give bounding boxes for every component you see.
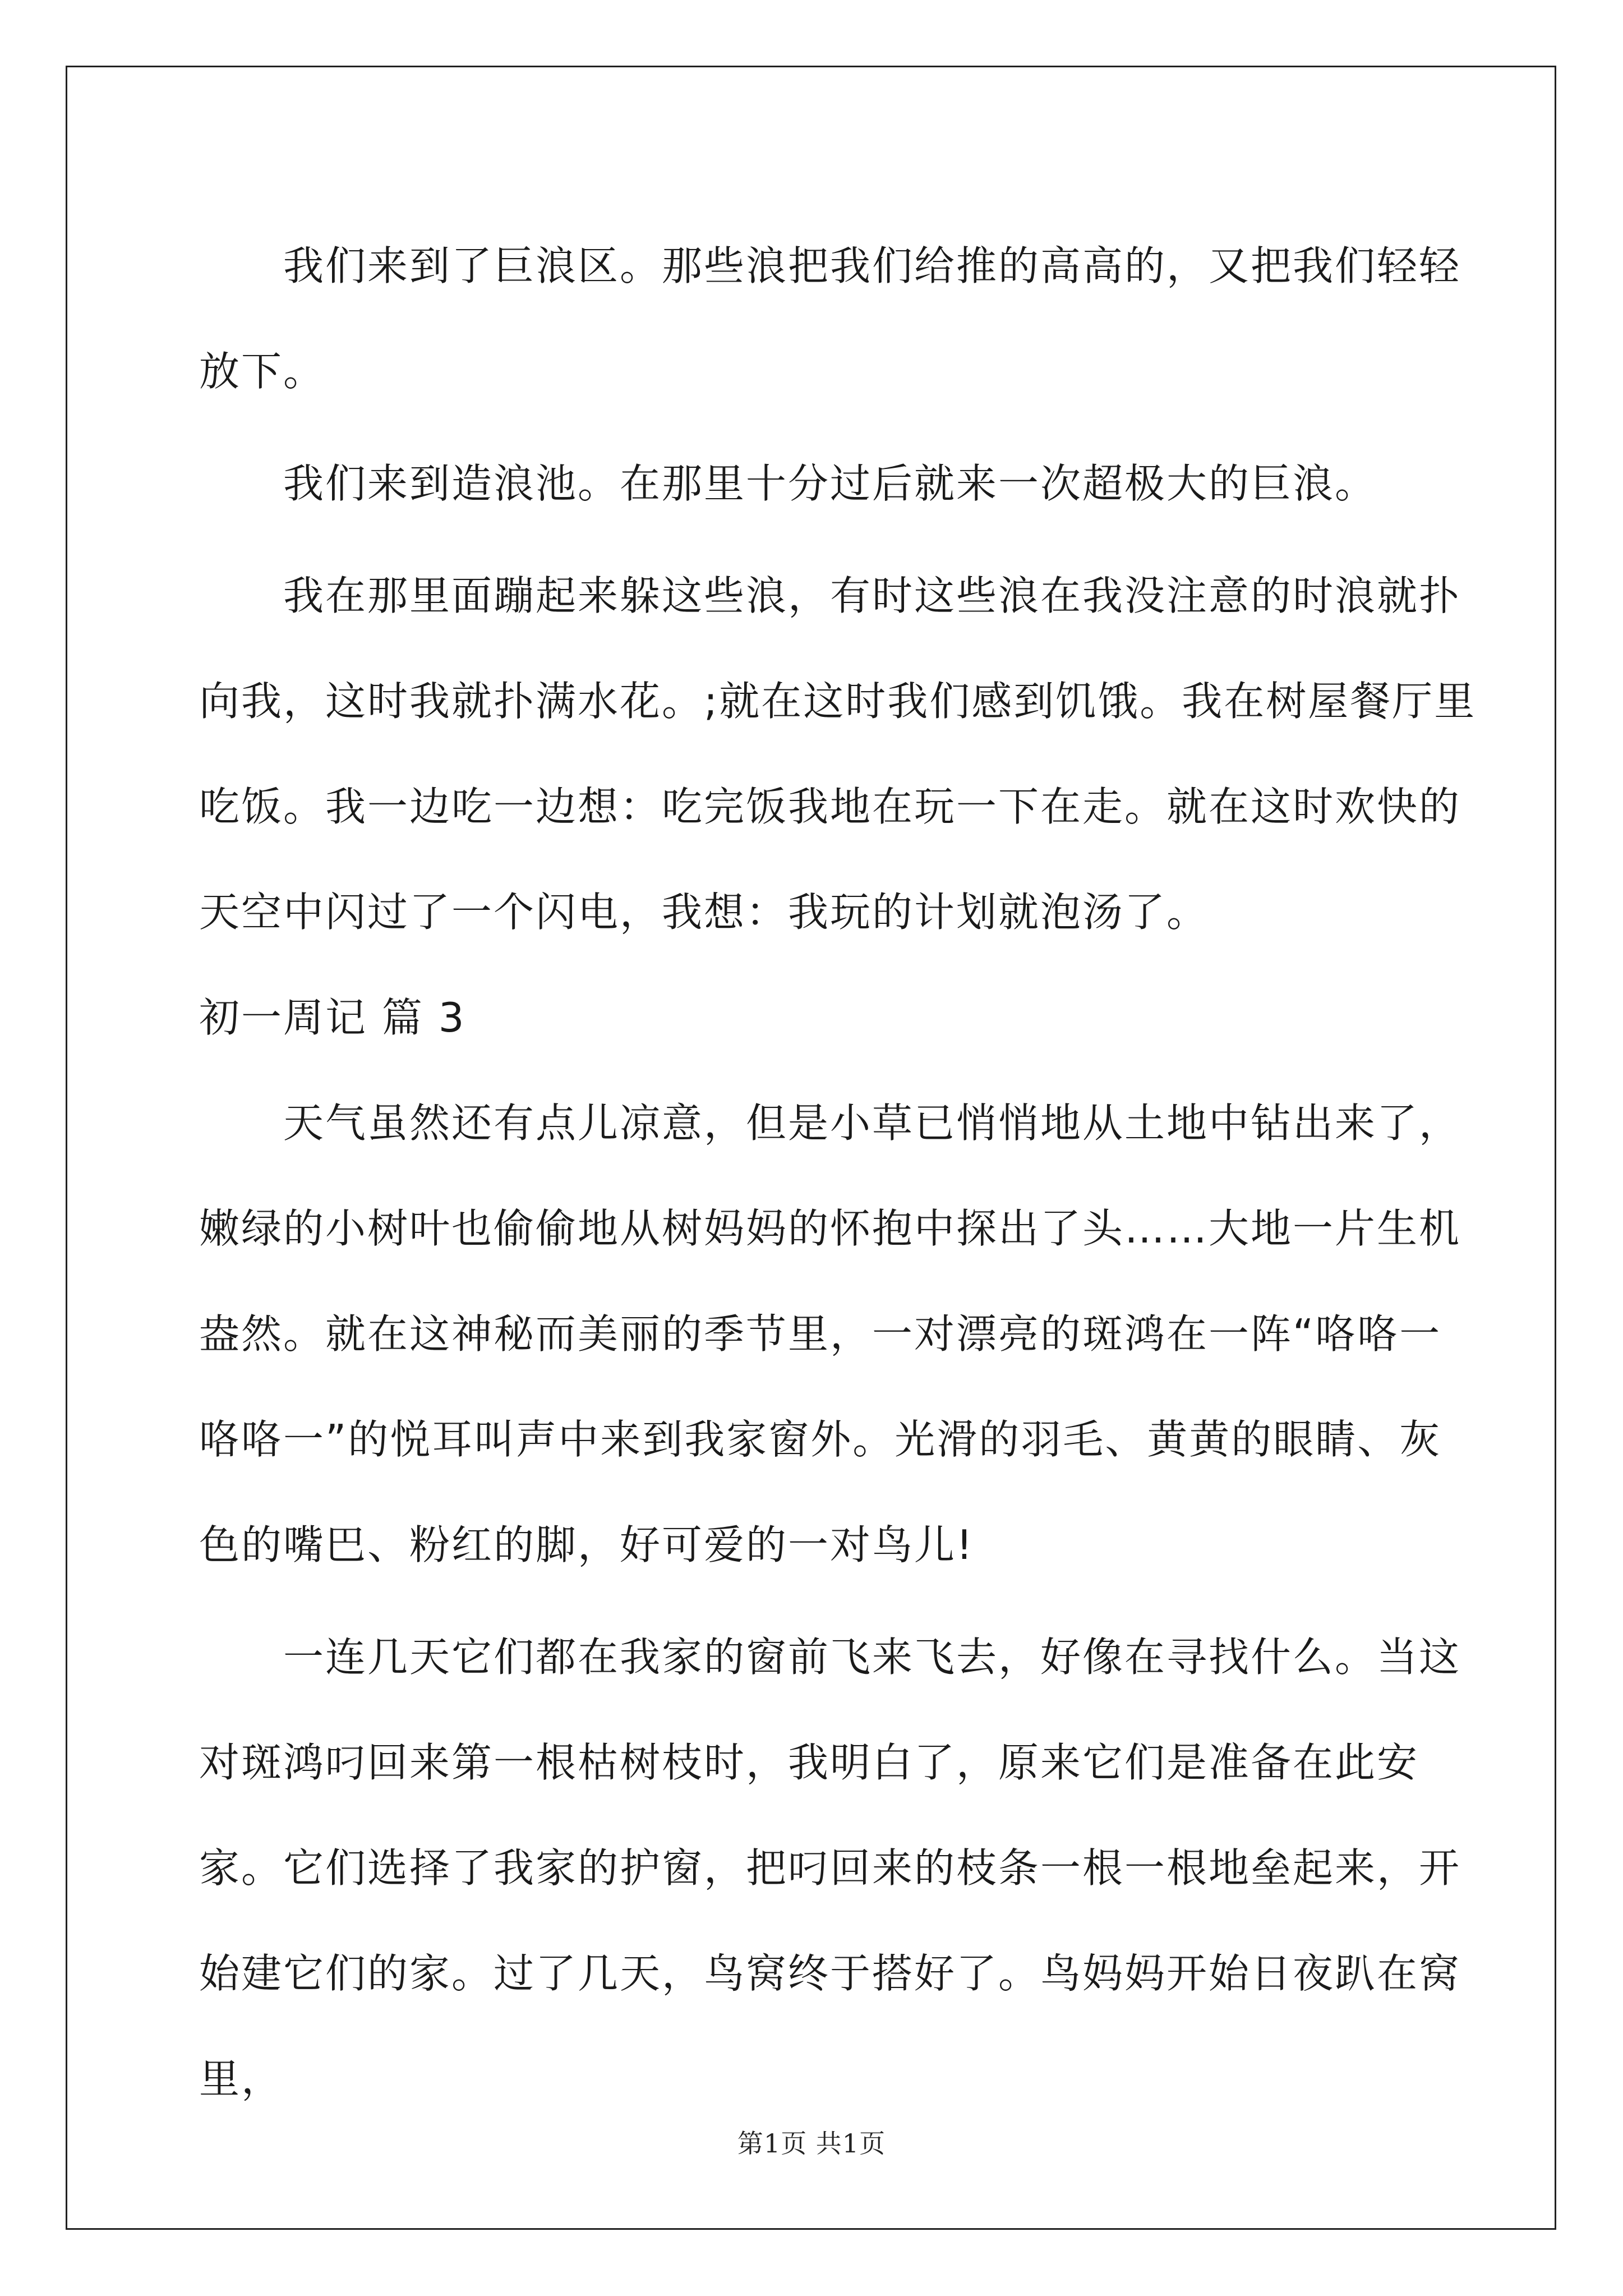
- paragraph: 一连几天它们都在我家的窗前飞来飞去，好像在寻找什么。当这对斑鸿叼回来第一根枯树枝时，我明白了，原来它们是准备在此安家。它们选择了我家的护窗，把叼回来的枝条一根一根地垒起来，开始建它们的家。过了几天，鸟窝终于搭好了。鸟妈妈开始日夜趴在窝里，: [199, 1634, 1461, 2102]
- paragraph: 我在那里面蹦起来躲这些浪，有时这些浪在我没注意的时浪就扑向我，这时我就扑满水花。;就在这时我们感到饥饿。我在树屋餐厅里吃饭。我一边吃一边想：吃完饭我地在玩一下在走。就在这时欢快的天空中闪过了一个闪电，我想：我玩的计划就泡汤了。: [199, 572, 1477, 936]
- paragraph: 我们来到造浪池。在那里十分过后就来一次超极大的巨浪。: [283, 460, 1377, 507]
- paragraph: 我们来到了巨浪区。那些浪把我们给推的高高的，又把我们轻轻放下。: [199, 242, 1461, 395]
- section-heading: 初一周记 篇 3: [199, 994, 466, 1041]
- paragraph: 天气虽然还有点儿凉意，但是小草已悄悄地从土地中钻出来了，嫩绿的小树叶也偷偷地从树妈妈的怀抱中探出了头……大地一片生机盎然。就在这神秘而美丽的季节里，一对漂亮的斑鸿在一阵“咯咯一咯咯一”的悦耳叫声中来到我家窗外。光滑的羽毛、黄黄的眼睛、灰色的嘴巴、粉红的脚，好可爱的一对鸟儿!: [199, 1099, 1461, 1568]
- document-body: [199, 213, 1483, 2132]
- page-footer: 第1页 共1页: [737, 2128, 886, 2159]
